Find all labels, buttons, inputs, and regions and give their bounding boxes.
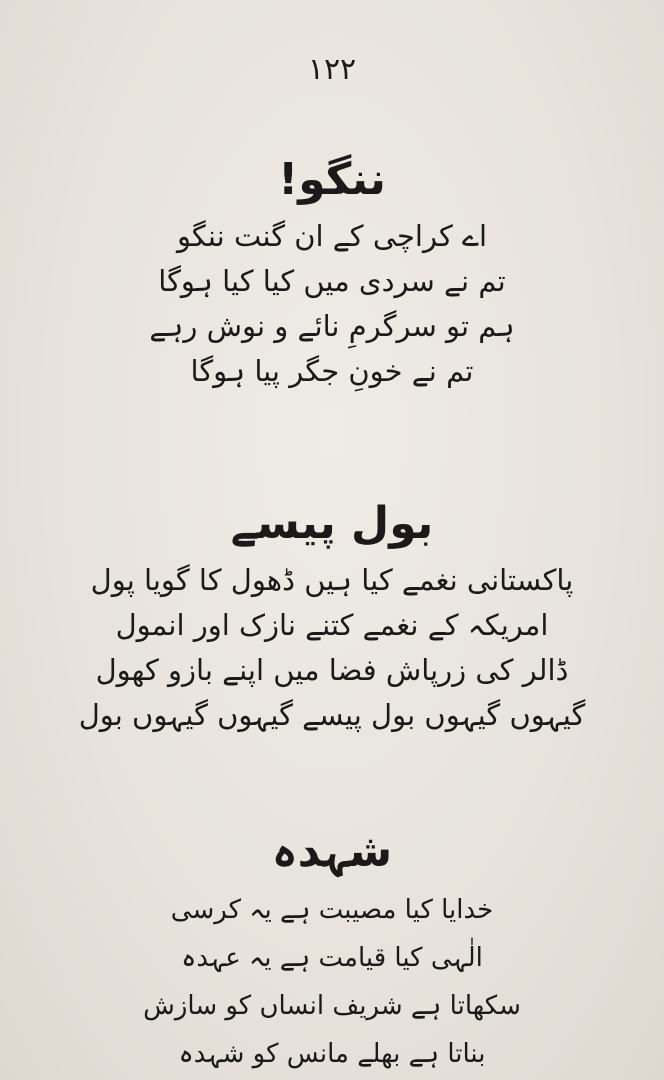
verse-line: اے کراچی کے ان گنت ننگو bbox=[176, 219, 488, 253]
verse-line: تم نے سردی میں کیا کیا ہوگا bbox=[158, 264, 506, 298]
verse-line: پاکستانی نغمے کیا ہیں ڈھول کا گویا پول bbox=[90, 563, 574, 597]
poem-verses bbox=[0, 558, 664, 738]
poem-title: بول پیسے bbox=[230, 498, 434, 549]
poem-verses bbox=[0, 886, 664, 1078]
verse-line: تم نے خونِ جگر پیا ہوگا bbox=[190, 354, 474, 388]
verse-line: امریکہ کے نغمے کتنے نازک اور انمول bbox=[115, 608, 549, 642]
verse-line: سکھاتا ہے شریف انساں کو سازش bbox=[143, 991, 521, 1021]
poem-shohda bbox=[0, 820, 664, 1078]
page-number: ۱۲۲ bbox=[307, 52, 357, 87]
poem-verses bbox=[0, 214, 664, 394]
verse-line: ڈالر کی زرپاش فضا میں اپنے بازو کھول bbox=[95, 653, 569, 687]
poem-title: شہدہ bbox=[271, 826, 393, 877]
verse-line: گیہوں گیہوں بول پیسے گیہوں گیہوں بول bbox=[78, 698, 586, 732]
verse-line: ہم تو سرگرمِ نائے و نوش رہے bbox=[149, 309, 515, 343]
poem-bol-paise bbox=[0, 492, 664, 738]
verse-line: خدایا کیا مصیبت ہے یہ کرسی bbox=[170, 895, 494, 925]
poem-nango bbox=[0, 148, 664, 394]
verse-line: بناتا ہے بھلے مانس کو شہدہ bbox=[178, 1039, 486, 1069]
poem-title: ننگو! bbox=[278, 154, 386, 205]
verse-line: الٰہی کیا قیامت ہے یہ عہدہ bbox=[181, 943, 483, 973]
